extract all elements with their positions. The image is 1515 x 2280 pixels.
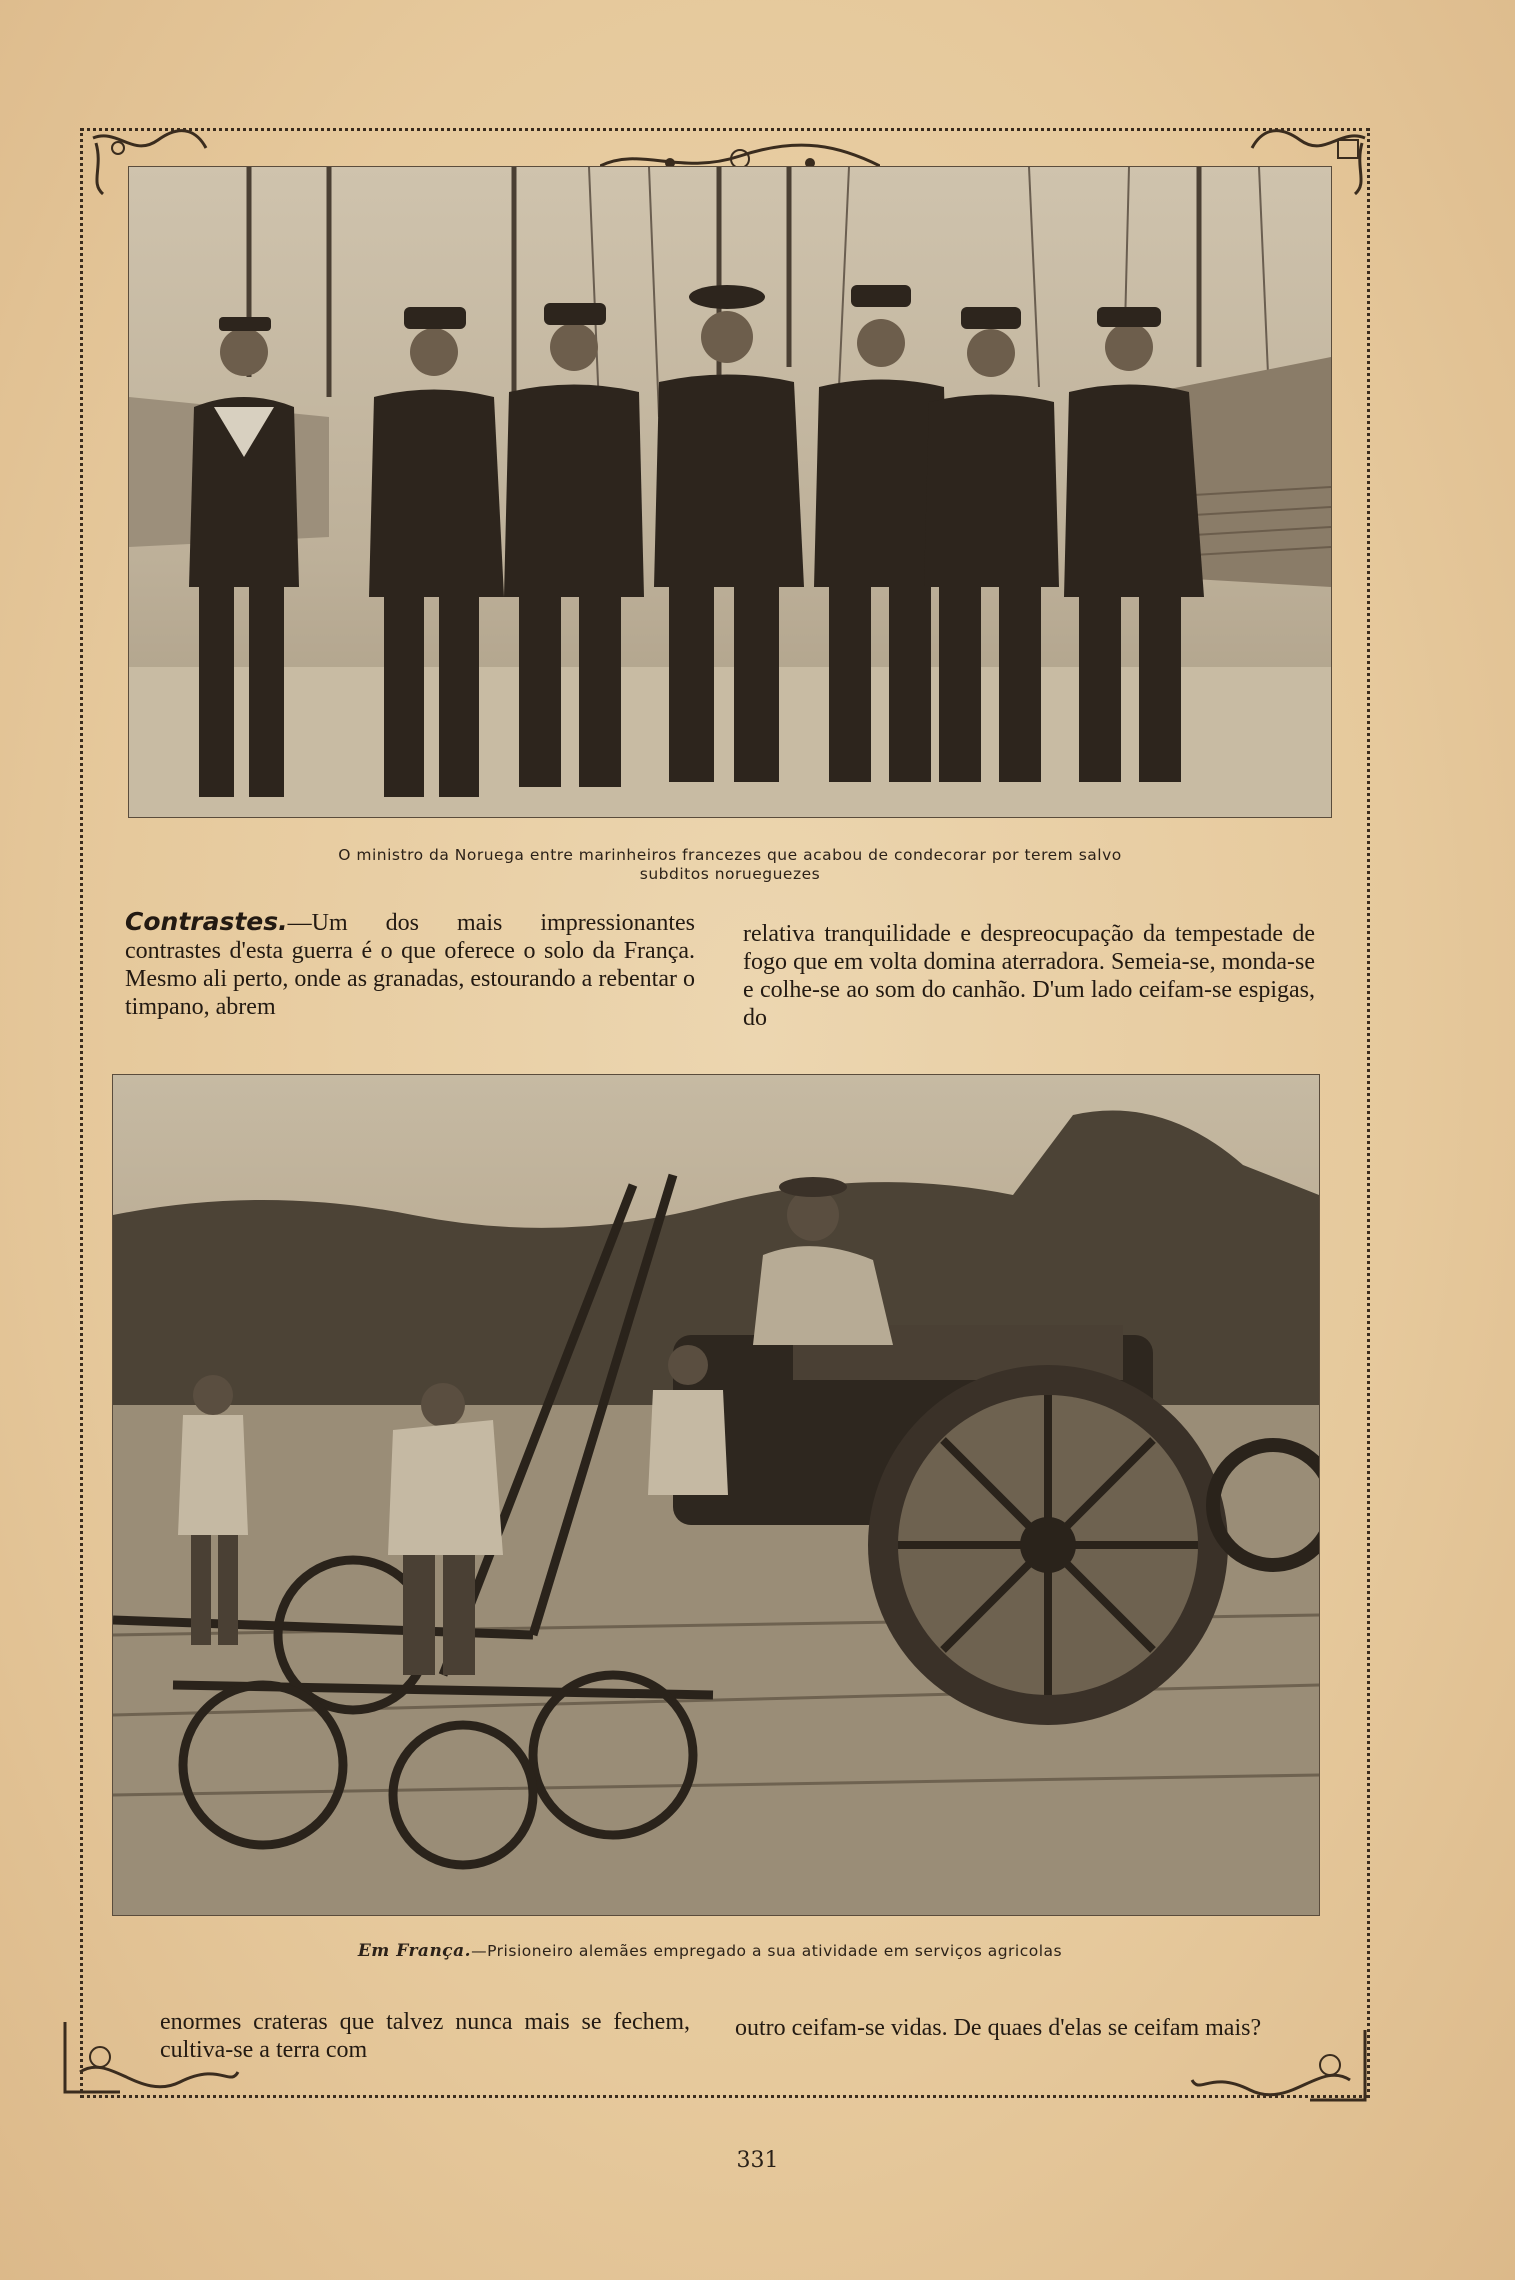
article-column-1 [125,908,695,1021]
top-caption-line-1: O ministro da Noruega entre marinheiros francezes que acabou de condecorar por terem salvo [338,846,1122,864]
top-caption-line-2: subditos norueguezes [639,865,821,883]
article-heading: Contrastes. [125,907,288,936]
article-column-1-text: —Um dos mais impressionantes contrastes d'esta guerra é o que oferece o solo da França. Mesmo ali perto, onde as granadas, estourando a rebentar o timpano, abrem [125,910,695,1020]
bottom-caption-text: —Prisioneiro alemães empregado a sua atividade em serviços agricolas [471,1942,1063,1960]
bottom-photo-caption [180,1942,1240,1961]
photo-norwegian-minister-with-sailors [128,166,1332,818]
bottom-caption-lead: Em França. [357,1941,472,1961]
article-bottom-column-2: outro ceifam-se vidas. De quaes d'elas se ceifam mais? [735,2015,1262,2041]
top-photo-caption [200,846,1260,884]
page-number: 331 [736,2148,779,2173]
article-column-2: relativa tranquilidade e despreocupação da tempestade de fogo que em volta domina aterradora. Semeia-se, monda-se e colhe-se ao som do canhão. D'um lado ceifam-se espigas, do [743,921,1315,1031]
article-bottom-column-1: enormes crateras que talvez nunca mais se fechem, cultiva-se a terra com [160,2009,690,2063]
photo-prisoners-farming-tractor [112,1074,1320,1916]
